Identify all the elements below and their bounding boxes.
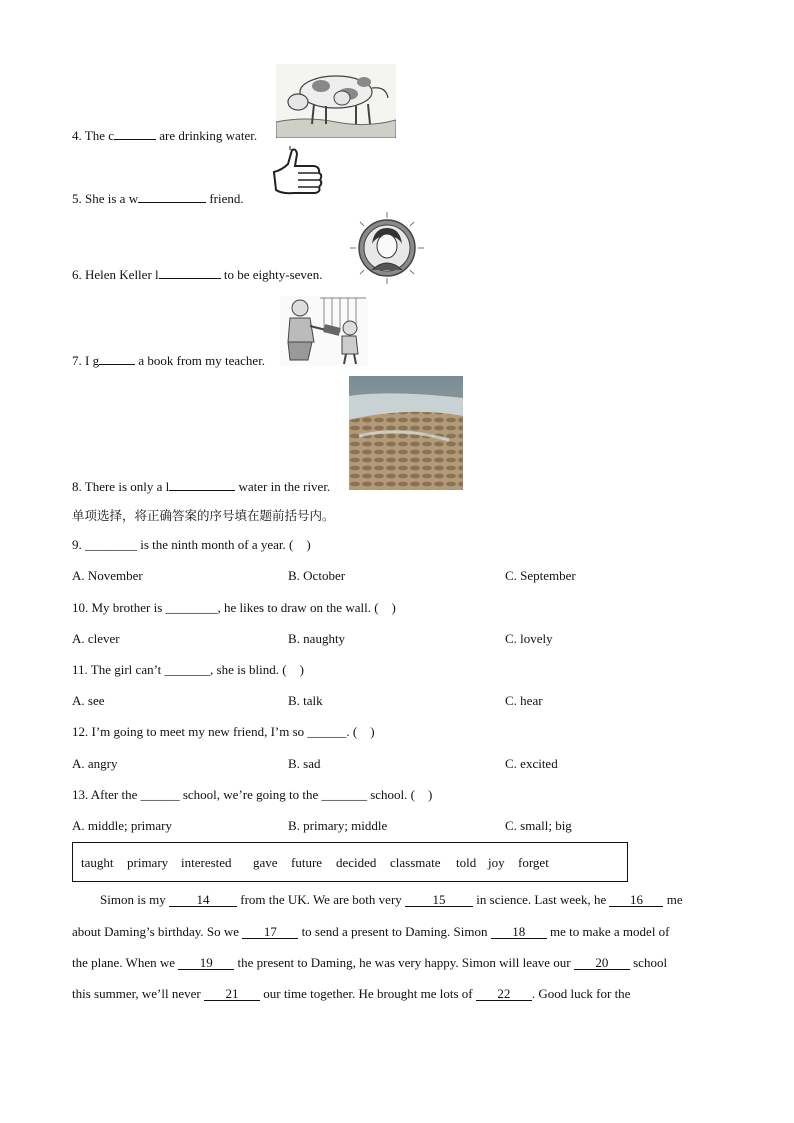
word-bank-item: decided	[336, 855, 377, 870]
cloze-blank-17[interactable]: 17	[242, 925, 298, 939]
section-title: 单项选择，将正确答案的序号填在题前括号内。	[72, 508, 335, 523]
question-5: 5. She is a w friend.	[72, 191, 244, 206]
cloze-blank-22[interactable]: 22	[476, 987, 532, 1001]
option-a[interactable]: A. see	[72, 693, 105, 708]
option-a[interactable]: A. angry	[72, 756, 118, 771]
cloze-line-3: the plane. When we 19 the present to Daming, he was very happy. Simon will leave our 20 school	[72, 955, 668, 970]
answer-blank[interactable]	[114, 128, 156, 140]
option-c[interactable]: C. small; big	[505, 818, 572, 833]
question-7: 7. I g a book from my teacher.	[72, 353, 266, 368]
teacher-gives-book-image	[280, 296, 368, 366]
option-b[interactable]: B. primary; middle	[288, 818, 388, 833]
question-4: 4. The c are drinking water.	[72, 128, 258, 143]
word-bank-item: interested	[181, 855, 232, 870]
word-bank-item: taught	[81, 855, 114, 870]
word-bank-item: forget	[518, 855, 549, 870]
option-b[interactable]: B. naughty	[288, 631, 346, 646]
mc-question-12: 12. I’m going to meet my new friend, I’m so ______. ( )	[72, 724, 375, 739]
question-8: 8. There is only a l water in the river.	[72, 479, 331, 494]
dry-riverbed-photo	[349, 376, 463, 490]
cloze-blank-15[interactable]: 15	[405, 893, 473, 907]
mc-question-10: 10. My brother is ________, he likes to draw on the wall. ( )	[72, 600, 396, 615]
option-c[interactable]: C. hear	[505, 693, 543, 708]
cloze-blank-19[interactable]: 19	[178, 956, 234, 970]
cloze-blank-20[interactable]: 20	[574, 956, 630, 970]
answer-blank[interactable]	[159, 267, 221, 279]
thumbs-up-image	[270, 146, 326, 204]
word-bank-item: future	[291, 855, 323, 870]
word-bank-item: gave	[253, 855, 278, 870]
question-6: 6. Helen Keller l to be eighty-seven.	[72, 267, 323, 282]
option-a[interactable]: A. November	[72, 568, 143, 583]
cloze-blank-16[interactable]: 16	[609, 893, 663, 907]
cloze-blank-18[interactable]: 18	[491, 925, 547, 939]
word-bank-item: classmate	[390, 855, 441, 870]
option-b[interactable]: B. October	[288, 568, 346, 583]
mc-question-13: 13. After the ______ school, we’re going to the _______ school. ( )	[72, 787, 433, 802]
word-bank-item: joy	[488, 855, 505, 870]
answer-blank[interactable]	[99, 353, 135, 365]
option-a[interactable]: A. clever	[72, 631, 120, 646]
cloze-blank-21[interactable]: 21	[204, 987, 260, 1001]
word-bank-item: primary	[127, 855, 169, 870]
word-bank-item: told	[456, 855, 477, 870]
answer-blank[interactable]	[169, 479, 235, 491]
cows-drinking-image	[276, 64, 396, 138]
option-c[interactable]: C. September	[505, 568, 576, 583]
cloze-line-4: this summer, we’ll never 21 our time together. He brought me lots of 22 . Good luck for the	[72, 986, 631, 1001]
option-b[interactable]: B. talk	[288, 693, 323, 708]
mc-question-9: 9. ________ is the ninth month of a year. ( )	[72, 537, 311, 552]
option-c[interactable]: C. excited	[505, 756, 558, 771]
helen-keller-portrait	[346, 210, 428, 286]
cloze-blank-14[interactable]: 14	[169, 893, 237, 907]
mc-question-11: 11. The girl can’t _______, she is blind. ( )	[72, 662, 304, 677]
option-a[interactable]: A. middle; primary	[72, 818, 173, 833]
word-bank-box	[72, 842, 628, 882]
option-c[interactable]: C. lovely	[505, 631, 553, 646]
cloze-line-2: about Daming’s birthday. So we 17 to send a present to Daming. Simon 18 me to make a model of	[72, 924, 670, 939]
option-b[interactable]: B. sad	[288, 756, 321, 771]
answer-blank[interactable]	[138, 191, 206, 203]
cloze-line-1: Simon is my 14 from the UK. We are both very 15 in science. Last week, he 16 me	[100, 892, 683, 907]
